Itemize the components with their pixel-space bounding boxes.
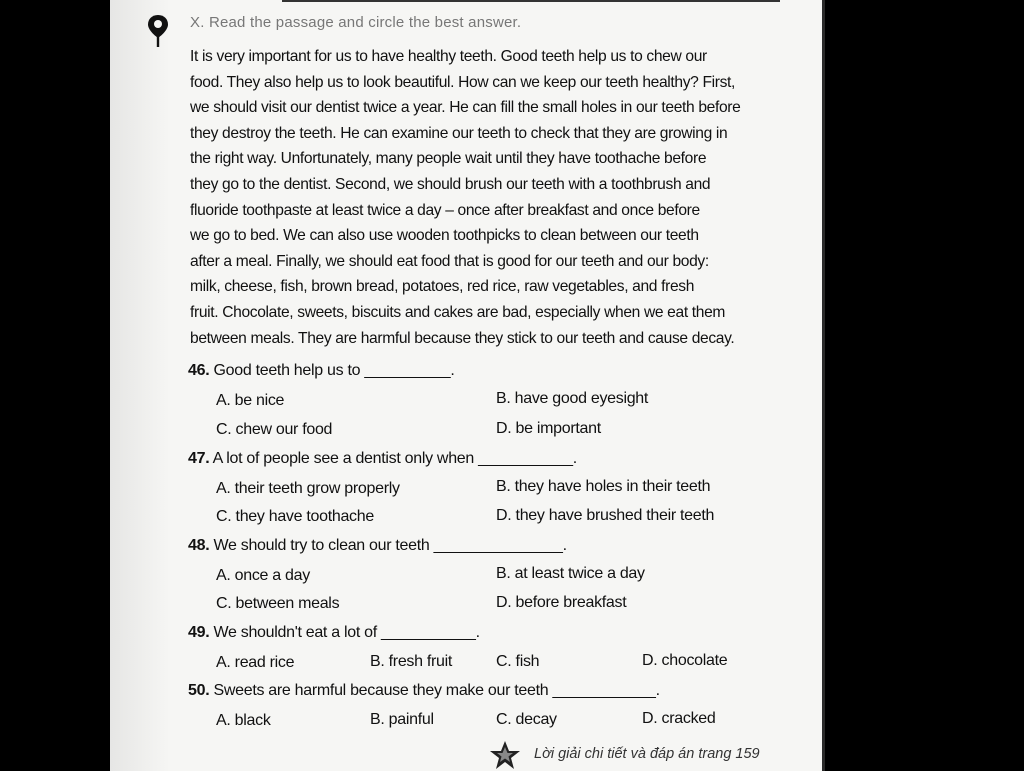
question-47	[188, 450, 577, 468]
option-48-b[interactable]: B. at least twice a day	[496, 565, 645, 582]
question-50	[188, 682, 660, 700]
option-50-c[interactable]: C. decay	[496, 711, 557, 728]
option-47-d[interactable]: D. they have brushed their teeth	[496, 507, 715, 524]
question-46	[188, 362, 454, 380]
option-50-a[interactable]: A. black	[216, 712, 271, 729]
star-icon	[488, 740, 522, 770]
question-number: 49.	[188, 624, 210, 641]
option-48-a[interactable]: A. once a day	[216, 567, 310, 584]
option-50-d[interactable]: D. cracked	[642, 710, 716, 727]
option-47-c[interactable]: C. they have toothache	[216, 508, 374, 525]
question-49	[188, 624, 480, 642]
passage-line: they destroy the teeth. He can examine our teeth to check that they are growing in	[190, 124, 728, 142]
exercise-instruction: X. Read the passage and circle the best answer.	[190, 14, 522, 31]
map-pin-icon	[146, 14, 170, 48]
question-number: 48.	[188, 537, 210, 554]
passage-line: we go to bed. We can also use wooden toothpicks to clean between our teeth	[190, 227, 699, 245]
option-50-b[interactable]: B. painful	[370, 711, 434, 728]
question-text: A lot of people see a dentist only when ___________.	[209, 450, 577, 467]
passage-line: the right way. Unfortunately, many people wait until they have toothache before	[190, 150, 707, 168]
option-48-d[interactable]: D. before breakfast	[496, 594, 627, 611]
question-text: We should try to clean our teeth _______________.	[209, 537, 567, 554]
worksheet-page	[110, 0, 824, 771]
option-47-b[interactable]: B. they have holes in their teeth	[496, 478, 711, 495]
option-46-a[interactable]: A. be nice	[216, 392, 285, 409]
option-47-a[interactable]: A. their teeth grow properly	[216, 480, 400, 497]
question-number: 50.	[188, 682, 210, 699]
option-49-d[interactable]: D. chocolate	[642, 652, 728, 669]
option-48-c[interactable]: C. between meals	[216, 595, 340, 612]
question-48	[188, 537, 567, 555]
top-rule	[282, 0, 780, 2]
question-text: We shouldn't eat a lot of ___________.	[209, 624, 480, 641]
passage-line: between meals. They are harmful because they stick to our teeth and cause decay.	[190, 329, 735, 347]
question-number: 47.	[188, 450, 210, 467]
answer-reference: Lời giải chi tiết và đáp án trang 159	[534, 746, 760, 762]
passage-line: food. They also help us to look beautiful. How can we keep our teeth healthy? First,	[190, 73, 736, 91]
passage-line: It is very important for us to have healthy teeth. Good teeth help us to chew our	[190, 48, 707, 65]
question-text: Sweets are harmful because they make our teeth ____________.	[209, 682, 660, 699]
option-49-a[interactable]: A. read rice	[216, 654, 295, 671]
option-46-b[interactable]: B. have good eyesight	[496, 390, 649, 407]
page-edge	[822, 0, 825, 771]
passage-line: fruit. Chocolate, sweets, biscuits and cakes are bad, especially when we eat them	[190, 303, 726, 321]
option-49-b[interactable]: B. fresh fruit	[370, 653, 453, 670]
option-49-c[interactable]: C. fish	[496, 653, 540, 670]
page-shadow	[110, 0, 170, 771]
option-46-c[interactable]: C. chew our food	[216, 421, 333, 438]
passage-line: fluoride toothpaste at least twice a day – once after breakfast and once before	[190, 201, 700, 219]
reading-passage	[190, 44, 795, 351]
question-text: Good teeth help us to __________.	[209, 362, 455, 379]
question-number: 46.	[188, 362, 210, 379]
passage-line: after a meal. Finally, we should eat food that is good for our teeth and our body:	[190, 252, 709, 270]
option-46-d[interactable]: D. be important	[496, 420, 601, 437]
passage-line: we should visit our dentist twice a year. He can fill the small holes in our teeth before	[190, 99, 741, 117]
passage-line: milk, cheese, fish, brown bread, potatoes, red rice, raw vegetables, and fresh	[190, 278, 695, 296]
passage-line: they go to the dentist. Second, we should brush our teeth with a toothbrush and	[190, 175, 711, 193]
